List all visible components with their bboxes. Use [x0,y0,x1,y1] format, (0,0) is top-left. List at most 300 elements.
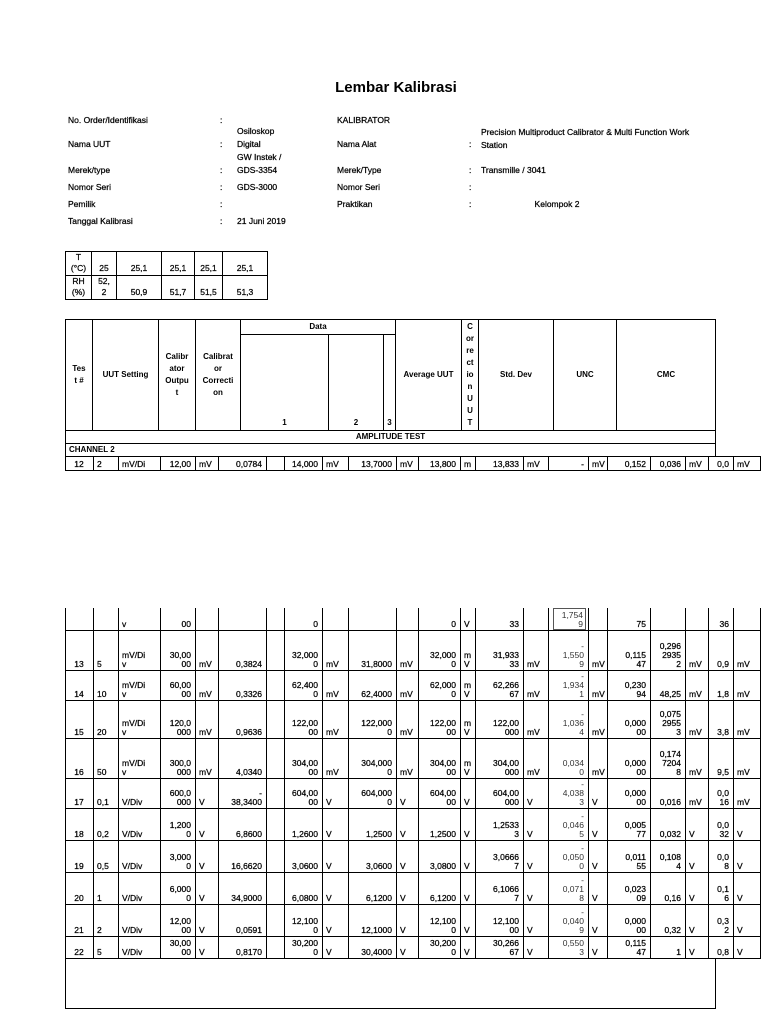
cell-uut-setting [93,456,119,471]
cell-average-uut [475,456,524,471]
cell-text: V [400,925,406,935]
cell-text: 75 [636,619,646,629]
cell-text: V [689,861,695,871]
cell-reading-2-unit [396,456,419,471]
cell-reading-1-unit [322,670,349,701]
cell-text: mV [400,459,413,469]
cell-uut-unit [118,840,161,873]
cell-text: - [581,459,584,469]
cell-text: 122,00 00 [430,718,456,737]
cell-text: mV/Di v [122,680,146,699]
cell-text: 19 [74,861,84,871]
cell-reading-2 [348,808,397,841]
cell-reading-1-unit [322,808,349,841]
cell-text: mV [689,459,702,469]
temperature-label: T (°C) [65,251,92,276]
cell-text: 1,2500 [366,829,392,839]
cell-reading-2 [348,778,397,809]
cell-reading-3-unit [460,670,476,701]
cell-reading-2-unit [396,872,419,905]
cell-text: mV [737,727,750,737]
cell-text: mV [326,659,339,669]
cell-text: 0,023 09 [624,884,646,903]
cell-unc [650,670,686,701]
cell-text: V [199,829,205,839]
cell-text: V [326,893,332,903]
cell-text: 122,00 00 [292,718,318,737]
cell-reading-1-unit [322,700,349,739]
cell-calibrator-unit [195,456,219,471]
cell-text: 30,00 00 [169,650,191,669]
cell-text: V [400,861,406,871]
cell-text: mV [326,689,339,699]
cell-uut-setting [93,840,119,873]
cell-text: 13,7000 [361,459,392,469]
cell-reading-3-unit [460,904,476,937]
cell-correction-unit [588,936,608,959]
cell-reading-3-unit [460,700,476,739]
cell-text: V [400,947,406,957]
cell-uut-unit [118,872,161,905]
cell-uut-setting [93,630,119,671]
cell-text: 30,200 0 [292,938,318,957]
cell-correction-unit [588,630,608,671]
header-average-uut: Average UUT [395,319,462,431]
cell-text: V [689,829,695,839]
cell-text: V [689,925,695,935]
cell-uut-unit [118,608,161,631]
cell-cmc [708,608,734,631]
cell-text: V [326,947,332,957]
calibration-date-label: Tanggal Kalibrasi [68,216,133,226]
cell-text: m V [464,758,472,777]
cell-unc [650,840,686,873]
cell-average-uut [475,700,524,739]
cell-calibrator-unit [195,904,219,937]
cell-test-no [65,738,94,779]
cell-text: 0,3326 [236,689,262,699]
cell-blank [266,456,285,471]
cell-correction-uut [548,840,589,873]
cell-reading-3 [418,456,461,471]
cell-text: V [326,925,332,935]
calibrator-serial-colon: : [469,182,472,192]
cell-text: 14,000 [292,459,318,469]
cell-text: 304,000 0 [361,758,392,777]
cell-text: mV [592,459,605,469]
cell-text: 0,000 00 [624,916,646,935]
cell-text: 12,00 00 [169,916,191,935]
cell-text: V [689,947,695,957]
cell-text: 16 [74,767,84,777]
cell-average-uut [475,608,524,631]
cell-text: V [592,947,598,957]
cell-text: V [400,797,406,807]
cell-uut-setting [93,872,119,905]
cell-calibrator-unit [195,872,219,905]
cell-reading-1-unit [322,608,349,631]
cell-text: 31,8000 [361,659,392,669]
cell-text: 1 [97,893,102,903]
cell-average-unit [523,904,549,937]
cell-test-no [65,700,94,739]
cell-reading-2 [348,738,397,779]
cell-test-no [65,778,94,809]
cell-reading-3 [418,936,461,959]
cell-text: mV [527,727,540,737]
cell-text: mV [400,727,413,737]
cell-unc [650,456,686,471]
cell-calibrator-output [160,872,196,905]
calibration-date-colon: : [220,216,223,226]
header-std-dev: Std. Dev [478,319,554,431]
cell-reading-1-unit [322,904,349,937]
cell-average-uut [475,872,524,905]
cell-correction-uut [548,456,589,471]
cell-std-dev [607,840,651,873]
cell-uut-setting [93,808,119,841]
header-cmc: CMC [616,319,716,431]
cell-text: 12 [74,459,84,469]
cell-text: V [326,861,332,871]
cell-text: V [737,829,743,839]
cell-text: V [464,797,470,807]
uut-serial-colon: : [220,182,223,192]
cell-text: 0,9636 [236,727,262,737]
cell-correction-uut [548,738,589,779]
cell-text: mV/Di v [122,718,146,737]
cell-text: 60,00 00 [169,680,191,699]
cell-text: 3,000 0 [169,852,191,871]
cell-text: mV [400,767,413,777]
cell-cmc-unit [733,630,761,671]
uut-name-label: Nama UUT [68,139,111,149]
cell-text: 0 [313,619,318,629]
cell-text: 12,100 0 [292,916,318,935]
cell-calibrator-correction [218,808,267,841]
cell-text: 0,108 4 [659,852,681,871]
cell-text: mV [199,767,212,777]
cell-text: v [122,619,127,629]
cell-text: 12,00 [169,459,191,469]
cell-cmc [708,936,734,959]
cell-text: 12,100 0 [430,916,456,935]
cell-reading-1 [284,670,323,701]
cell-std-dev [607,872,651,905]
cell-reading-1 [284,456,323,471]
cell-text: 62,400 0 [292,680,318,699]
cell-correction-uut [548,904,589,937]
cell-reading-2 [348,670,397,701]
cell-text: - 1,036 4 [562,709,584,737]
cell-unc-unit [685,700,709,739]
cell-text: 6,000 0 [169,884,191,903]
cell-text: 0,016 [659,797,681,807]
cell-text: 50 [97,767,107,777]
cell-text: mV [689,659,702,669]
cell-correction-uut [548,808,589,841]
cell-reading-3-unit [460,840,476,873]
cell-correction-unit [588,840,608,873]
cell-text: - 0,046 5 [562,811,584,839]
cell-reading-3 [418,608,461,631]
cell-text: V/Div [122,925,143,935]
cell-text: 31,933 33 [493,650,519,669]
cell-text: 13,800 [430,459,456,469]
cell-reading-1 [284,630,323,671]
practitioner-label: Praktikan [337,199,373,209]
cell-text: V [527,829,533,839]
cell-text: - 4,038 3 [562,779,584,807]
cell-correction-uut [548,778,589,809]
cell-text: 30,266 67 [493,938,519,957]
cell-reading-2-unit [396,936,419,959]
cell-average-unit [523,778,549,809]
cell-calibrator-correction [218,608,267,631]
cell-correction-unit [588,872,608,905]
cell-reading-3 [418,872,461,905]
cell-text: 0,000 00 [624,788,646,807]
cell-calibrator-correction [218,872,267,905]
cell-average-uut [475,808,524,841]
cell-correction-unit [588,670,608,701]
cell-reading-1-unit [322,936,349,959]
calibrator-name-colon: : [469,139,472,149]
cell-text: - 0,050 0 [562,843,584,871]
cell-calibrator-unit [195,608,219,631]
cell-text: 0,1 [97,797,109,807]
cell-uut-setting [93,700,119,739]
cell-blank [266,630,285,671]
cell-std-dev [607,456,651,471]
cell-text: 0,005 77 [624,820,646,839]
cell-text: mV/Di [122,459,146,469]
cell-text: 0,9 [717,659,729,669]
cell-text: 0,3824 [236,659,262,669]
cell-text: 0,0 16 [717,788,729,807]
cell-text: mV [689,767,702,777]
cell-unc [650,608,686,631]
cell-cmc-unit [733,608,761,631]
cell-cmc-unit [733,456,761,471]
cell-unc-unit [685,670,709,701]
cell-uut-setting [93,778,119,809]
cell-text: V [527,797,533,807]
cell-calibrator-correction [218,738,267,779]
cell-calibrator-correction [218,840,267,873]
cell-unc-unit [685,456,709,471]
humidity-value: 51,5 [194,275,223,300]
cell-cmc-unit [733,778,761,809]
cell-text: mV [199,459,212,469]
cell-unc-unit [685,872,709,905]
cell-text: 21 [74,925,84,935]
cell-reading-1-unit [322,778,349,809]
cell-text: 0 [451,619,456,629]
cell-reading-3-unit [460,936,476,959]
cell-average-uut [475,778,524,809]
cell-text: 36 [719,619,729,629]
cell-text: mV [199,659,212,669]
cell-text: 00 [181,619,191,629]
cell-calibrator-output [160,608,196,631]
cell-text: 62,4000 [361,689,392,699]
cell-calibrator-unit [195,630,219,671]
calibrator-brand-colon: : [469,165,472,175]
cell-std-dev [607,778,651,809]
header-calibrator-correction: Calibrat or Correcti on [195,319,241,431]
cell-cmc [708,904,734,937]
cell-cmc-unit [733,738,761,779]
cell-cmc [708,808,734,841]
cell-text: 0,0 32 [717,820,729,839]
order-id-label: No. Order/Identifikasi [68,115,148,125]
cell-text: 0,152 [624,459,646,469]
cell-std-dev [607,608,651,631]
cell-text: mV [689,727,702,737]
cell-average-unit [523,456,549,471]
cell-text: mV [326,767,339,777]
cell-uut-unit [118,936,161,959]
cell-text: 6,0800 [292,893,318,903]
cell-unc [650,738,686,779]
cell-unc [650,808,686,841]
cell-reading-1 [284,840,323,873]
header-test-no: Tes t # [65,319,93,431]
cell-text: 18 [74,829,84,839]
cell-reading-2 [348,872,397,905]
cell-text: mV [737,689,750,699]
cell-text: 30,200 0 [430,938,456,957]
cell-calibrator-output [160,904,196,937]
cell-text: 6,1200 [430,893,456,903]
cell-cmc [708,630,734,671]
cell-reading-3 [418,808,461,841]
header-calibrator-output: Calibr ator Outpu t [158,319,196,431]
cell-unc [650,778,686,809]
cell-text: 0,230 94 [624,680,646,699]
cell-text: 22 [74,947,84,957]
cell-reading-3 [418,738,461,779]
cell-calibrator-output [160,840,196,873]
cell-text: 0,174 7204 8 [659,749,681,777]
cell-text: mV [689,797,702,807]
cell-unc-unit [685,778,709,809]
cell-average-uut [475,630,524,671]
cell-text: V [592,925,598,935]
cell-text: 17 [74,797,84,807]
cell-text: 0,296 2935 2 [659,641,681,669]
cell-reading-2 [348,936,397,959]
cell-text: V [400,829,406,839]
cell-reading-1-unit [322,872,349,905]
cell-correction-unit [588,738,608,779]
cell-text: - 0,040 9 [562,907,584,935]
cell-text: mV [592,767,605,777]
humidity-label: RH (%) [65,275,92,300]
cell-cmc-unit [733,808,761,841]
cell-text: 0,2 [97,829,109,839]
cell-text: 0,5 [97,861,109,871]
uut-name-colon: : [220,139,223,149]
cell-text: mV [326,727,339,737]
cell-reading-3-unit [460,608,476,631]
cell-blank [266,608,285,631]
cell-text: 62,000 0 [430,680,456,699]
cell-cmc-unit [733,840,761,873]
cell-reading-2-unit [396,670,419,701]
cell-average-unit [523,700,549,739]
cell-text: 0,550 3 [562,938,584,957]
cell-average-unit [523,630,549,671]
cell-correction-unit [588,456,608,471]
cell-correction-unit [588,700,608,739]
cell-average-uut [475,936,524,959]
page-title: Lembar Kalibrasi [335,79,457,96]
uut-name-value: Osiloskop Digital [237,126,275,149]
cell-text: V [326,797,332,807]
cell-text: 304,00 000 [493,758,519,777]
cell-uut-unit [118,904,161,937]
cell-text: 5 [97,947,102,957]
cell-unc-unit [685,936,709,959]
cell-calibrator-correction [218,778,267,809]
cell-uut-setting [93,738,119,779]
humidity-value: 51,7 [161,275,195,300]
cell-text: 3,0666 7 [493,852,519,871]
cell-average-unit [523,738,549,779]
cell-text: mV [527,689,540,699]
cell-average-uut [475,840,524,873]
cell-text: V [400,893,406,903]
cell-text: 5 [97,659,102,669]
cell-reading-1 [284,872,323,905]
cell-uut-unit [118,670,161,701]
cell-text: 13 [74,659,84,669]
cell-text: V [464,947,470,957]
cell-blank [266,738,285,779]
cell-test-no [65,840,94,873]
cell-calibrator-correction [218,670,267,701]
cell-text: 0,115 47 [625,938,646,957]
cell-average-unit [523,670,549,701]
cell-reading-1 [284,778,323,809]
cell-reading-3 [418,630,461,671]
notes-box [65,958,716,1009]
cell-blank [266,904,285,937]
cell-calibrator-unit [195,808,219,841]
cell-text: 0,000 00 [624,718,646,737]
cell-average-unit [523,608,549,631]
cell-correction-uut [548,670,589,701]
cell-text: - 38,3400 [231,788,262,807]
calibrator-name-value: Precision Multiproduct Calibrator & Multi Function Work Station [481,127,690,150]
cell-reading-3 [418,670,461,701]
cell-std-dev [607,936,651,959]
cell-reading-1 [284,608,323,631]
cell-average-unit [523,872,549,905]
cell-text: 0,011 55 [625,852,646,871]
temperature-value: 25,1 [161,251,195,276]
cell-text: 30,4000 [361,947,392,957]
cell-calibrator-unit [195,936,219,959]
cell-text: 62,266 67 [493,680,519,699]
cell-std-dev [607,808,651,841]
cell-text: 1,2600 [292,829,318,839]
cell-text: 2 [97,925,102,935]
cell-uut-unit [118,738,161,779]
cell-reading-1-unit [322,630,349,671]
